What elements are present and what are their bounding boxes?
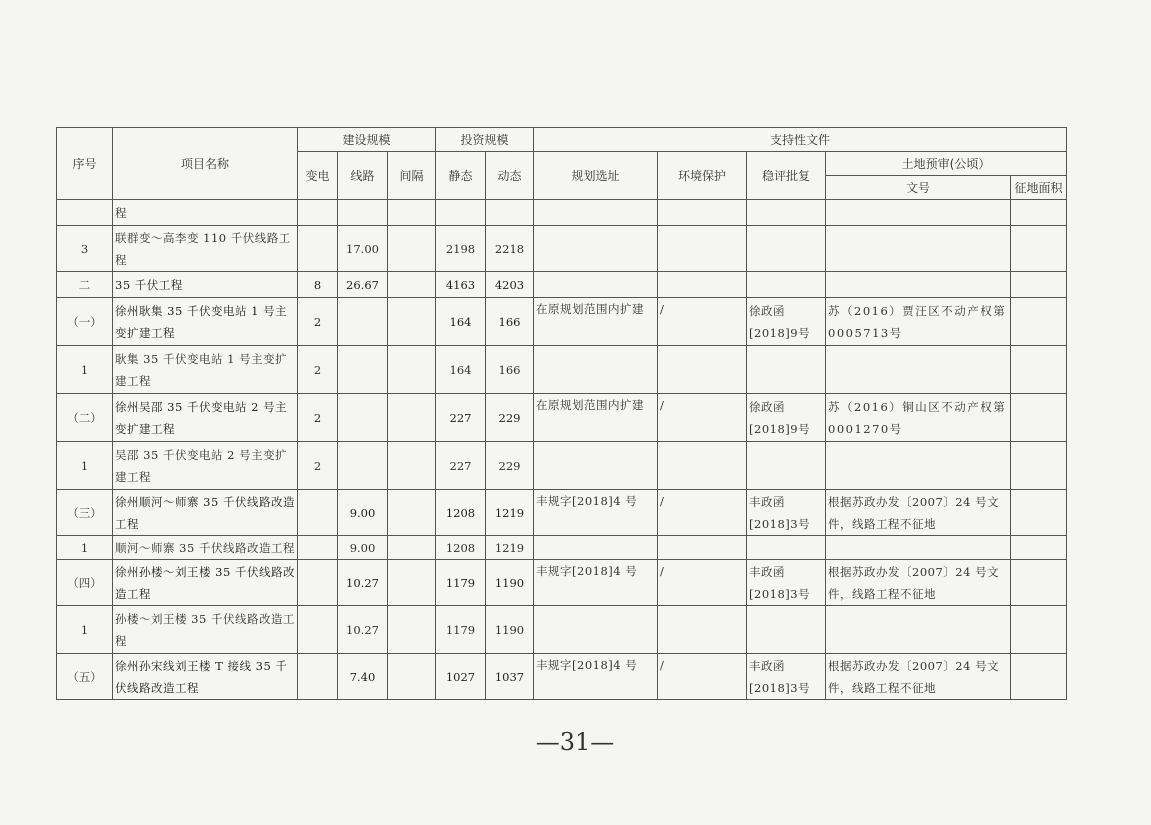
header-stability: 稳评批复: [747, 152, 826, 200]
header-planning: 规划选址: [534, 152, 658, 200]
cell-area: [1011, 298, 1067, 346]
header-dynamic: 动态: [486, 152, 534, 200]
header-doc-no: 文号: [826, 176, 1011, 200]
cell-substation: [298, 490, 338, 536]
cell-planning: [534, 200, 658, 226]
cell-bay: [388, 490, 436, 536]
cell-planning: 丰规字[2018]4 号: [534, 490, 658, 536]
cell-name: 耿集 35 千伏变电站 1 号主变扩建工程: [113, 346, 298, 394]
cell-planning: [534, 536, 658, 560]
cell-planning: 在原规划范围内扩建: [534, 394, 658, 442]
table-row: [57, 560, 1067, 606]
cell-doc: [826, 226, 1011, 272]
cell-seq: 二: [57, 272, 113, 298]
cell-static: 164: [436, 298, 486, 346]
cell-bay: [388, 654, 436, 700]
cell-stability: 徐政函[2018]9号: [747, 394, 826, 442]
cell-env: [658, 606, 747, 654]
cell-seq: 1: [57, 606, 113, 654]
table-row: [57, 200, 1067, 226]
cell-line: 9.00: [338, 536, 388, 560]
cell-name: 徐州孙楼～刘王楼 35 千伏线路改造工程: [113, 560, 298, 606]
header-invest-scale: 投资规模: [436, 128, 534, 152]
cell-name: 徐州吴邵 35 千伏变电站 2 号主变扩建工程: [113, 394, 298, 442]
cell-doc: 根据苏政办发〔2007〕24 号文件，线路工程不征地: [826, 654, 1011, 700]
cell-bay: [388, 536, 436, 560]
cell-dynamic: 1190: [486, 606, 534, 654]
cell-stability: 丰政函[2018]3号: [747, 490, 826, 536]
cell-name: 联群变～高李变 110 千伏线路工程: [113, 226, 298, 272]
header-substation: 变电: [298, 152, 338, 200]
table-row: [57, 654, 1067, 700]
cell-area: [1011, 606, 1067, 654]
cell-stability: [747, 272, 826, 298]
cell-area: [1011, 560, 1067, 606]
cell-static: 1179: [436, 606, 486, 654]
page-number: —31—: [535, 728, 615, 756]
cell-seq: 1: [57, 442, 113, 490]
cell-stability: [747, 442, 826, 490]
cell-dynamic: [486, 200, 534, 226]
cell-dynamic: 4203: [486, 272, 534, 298]
cell-line: 17.00: [338, 226, 388, 272]
cell-area: [1011, 346, 1067, 394]
cell-bay: [388, 606, 436, 654]
cell-bay: [388, 272, 436, 298]
cell-stability: [747, 606, 826, 654]
cell-area: [1011, 490, 1067, 536]
cell-planning: [534, 442, 658, 490]
cell-planning: 丰规字[2018]4 号: [534, 654, 658, 700]
cell-env: [658, 442, 747, 490]
cell-planning: [534, 226, 658, 272]
cell-planning: [534, 346, 658, 394]
cell-static: 2198: [436, 226, 486, 272]
cell-dynamic: 166: [486, 298, 534, 346]
cell-bay: [388, 200, 436, 226]
cell-area: [1011, 200, 1067, 226]
cell-seq: （四）: [57, 560, 113, 606]
cell-doc: 根据苏政办发〔2007〕24 号文件，线路工程不征地: [826, 560, 1011, 606]
cell-seq: 1: [57, 346, 113, 394]
cell-stability: 丰政函[2018]3号: [747, 654, 826, 700]
cell-dynamic: 1219: [486, 536, 534, 560]
cell-area: [1011, 654, 1067, 700]
cell-stability: 徐政函[2018]9号: [747, 298, 826, 346]
cell-seq: （五）: [57, 654, 113, 700]
cell-env: /: [658, 394, 747, 442]
cell-substation: [298, 200, 338, 226]
table-row: [57, 606, 1067, 654]
cell-seq: （一）: [57, 298, 113, 346]
cell-doc: 苏（2016）铜山区不动产权第0001270号: [826, 394, 1011, 442]
header-static: 静态: [436, 152, 486, 200]
cell-env: [658, 272, 747, 298]
cell-seq: [57, 200, 113, 226]
cell-seq: 3: [57, 226, 113, 272]
cell-stability: [747, 200, 826, 226]
cell-dynamic: 1037: [486, 654, 534, 700]
cell-substation: [298, 654, 338, 700]
cell-dynamic: 229: [486, 394, 534, 442]
cell-stability: [747, 346, 826, 394]
table-row: [57, 394, 1067, 442]
cell-dynamic: 1219: [486, 490, 534, 536]
cell-line: [338, 442, 388, 490]
cell-static: 1208: [436, 490, 486, 536]
cell-env: [658, 536, 747, 560]
cell-area: [1011, 226, 1067, 272]
cell-planning: 在原规划范围内扩建: [534, 298, 658, 346]
cell-line: 7.40: [338, 654, 388, 700]
cell-name: 程: [113, 200, 298, 226]
cell-line: [338, 394, 388, 442]
cell-bay: [388, 226, 436, 272]
cell-doc: [826, 200, 1011, 226]
cell-bay: [388, 298, 436, 346]
cell-env: /: [658, 560, 747, 606]
cell-substation: 2: [298, 346, 338, 394]
cell-name: 顺河～师寨 35 千伏线路改造工程: [113, 536, 298, 560]
cell-line: 26.67: [338, 272, 388, 298]
cell-dynamic: 2218: [486, 226, 534, 272]
cell-static: [436, 200, 486, 226]
cell-static: 4163: [436, 272, 486, 298]
header-land: 土地预审(公顷）: [826, 152, 1067, 176]
header-environment: 环境保护: [658, 152, 747, 200]
cell-substation: 2: [298, 442, 338, 490]
cell-line: [338, 200, 388, 226]
cell-stability: [747, 536, 826, 560]
cell-static: 1179: [436, 560, 486, 606]
cell-static: 1208: [436, 536, 486, 560]
cell-name: 35 千伏工程: [113, 272, 298, 298]
cell-planning: 丰规字[2018]4 号: [534, 560, 658, 606]
cell-dynamic: 166: [486, 346, 534, 394]
cell-bay: [388, 394, 436, 442]
cell-bay: [388, 346, 436, 394]
cell-stability: [747, 226, 826, 272]
cell-line: [338, 298, 388, 346]
cell-dynamic: 1190: [486, 560, 534, 606]
cell-env: /: [658, 490, 747, 536]
cell-line: [338, 346, 388, 394]
cell-static: 164: [436, 346, 486, 394]
cell-doc: 根据苏政办发〔2007〕24 号文件，线路工程不征地: [826, 490, 1011, 536]
cell-substation: [298, 606, 338, 654]
cell-env: /: [658, 654, 747, 700]
cell-bay: [388, 560, 436, 606]
table-row: [57, 536, 1067, 560]
cell-name: 吴邵 35 千伏变电站 2 号主变扩建工程: [113, 442, 298, 490]
cell-substation: [298, 226, 338, 272]
cell-name: 徐州耿集 35 千伏变电站 1 号主变扩建工程: [113, 298, 298, 346]
header-support-docs: 支持性文件: [534, 128, 1067, 152]
cell-seq: （三）: [57, 490, 113, 536]
header-name: 项目名称: [113, 128, 298, 200]
cell-doc: [826, 442, 1011, 490]
header-line: 线路: [338, 152, 388, 200]
header-build-scale: 建设规模: [298, 128, 436, 152]
cell-static: 227: [436, 442, 486, 490]
cell-line: 10.27: [338, 606, 388, 654]
cell-seq: 1: [57, 536, 113, 560]
cell-static: 227: [436, 394, 486, 442]
header-seq: 序号: [57, 128, 113, 200]
cell-doc: 苏（2016）贾汪区不动产权第0005713号: [826, 298, 1011, 346]
cell-bay: [388, 442, 436, 490]
header-bay: 间隔: [388, 152, 436, 200]
cell-substation: [298, 536, 338, 560]
cell-area: [1011, 442, 1067, 490]
table-row: [57, 298, 1067, 346]
cell-env: [658, 226, 747, 272]
cell-name: 孙楼～刘王楼 35 千伏线路改造工程: [113, 606, 298, 654]
cell-area: [1011, 536, 1067, 560]
cell-env: [658, 346, 747, 394]
cell-dynamic: 229: [486, 442, 534, 490]
header-land-area: 征地面积: [1011, 176, 1067, 200]
cell-substation: 2: [298, 298, 338, 346]
table-row: [57, 346, 1067, 394]
cell-static: 1027: [436, 654, 486, 700]
cell-stability: 丰政函[2018]3号: [747, 560, 826, 606]
cell-name: 徐州顺河～师寨 35 千伏线路改造工程: [113, 490, 298, 536]
cell-name: 徐州孙宋线刘王楼 T 接线 35 千伏线路改造工程: [113, 654, 298, 700]
cell-doc: [826, 606, 1011, 654]
cell-substation: [298, 560, 338, 606]
cell-planning: [534, 272, 658, 298]
cell-doc: [826, 272, 1011, 298]
table-row: [57, 490, 1067, 536]
table-row: [57, 442, 1067, 490]
cell-line: 10.27: [338, 560, 388, 606]
table-row: [57, 272, 1067, 298]
cell-substation: 8: [298, 272, 338, 298]
cell-area: [1011, 394, 1067, 442]
cell-seq: （二）: [57, 394, 113, 442]
cell-env: [658, 200, 747, 226]
project-table: [56, 127, 1067, 700]
cell-doc: [826, 346, 1011, 394]
cell-doc: [826, 536, 1011, 560]
table-row: [57, 226, 1067, 272]
cell-area: [1011, 272, 1067, 298]
cell-line: 9.00: [338, 490, 388, 536]
cell-env: /: [658, 298, 747, 346]
cell-planning: [534, 606, 658, 654]
cell-substation: 2: [298, 394, 338, 442]
